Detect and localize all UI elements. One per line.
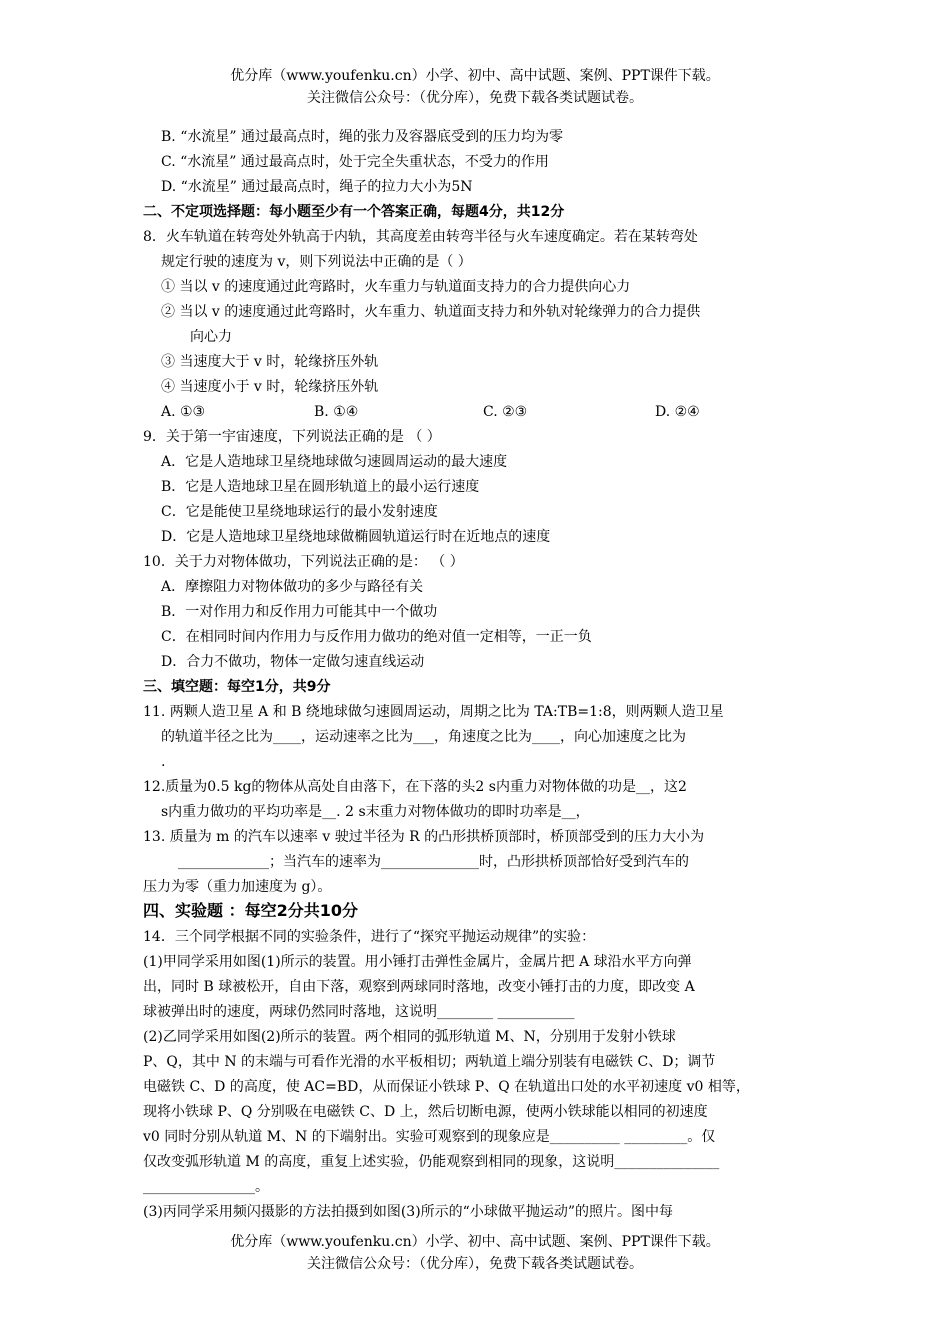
q13-line-1: 13. 质量为 m 的汽车以速率 v 驶过半径为 R 的凸形拱桥顶部时，桥顶部受到的压力大小为 bbox=[143, 829, 705, 845]
q14-line-12: (3)丙同学采用频闪摄影的方法拍摄到如图(3)所示的“小球做平抛运动”的照片。图中每 bbox=[143, 1204, 673, 1220]
q14-line-4: 球被弹出时的速度，两球仍然同时落地，这说明________ ___________ bbox=[143, 1004, 575, 1020]
q8-stem-1: 8．火车轨道在转弯处外轨高于内轨，其高度差由转弯半径与火车速度确定。若在某转弯处 bbox=[143, 229, 698, 245]
q14-line-9: v0 同时分别从轨道 M、N 的下端射出。实验可观察到的现象应是__________ _________。仅 bbox=[143, 1129, 716, 1145]
section-2-heading: 二、不定项选择题：每小题至少有一个答案正确，每题4分，共12分 bbox=[143, 204, 565, 220]
q10-option-c: C．在相同时间内作用力与反作用力做功的绝对值一定相等，一正一负 bbox=[161, 629, 592, 645]
q7-option-d: D. “水流星” 通过最高点时，绳子的拉力大小为5N bbox=[161, 179, 473, 195]
q8-stem-2: 规定行驶的速度为 v，则下列说法中正确的是（ ） bbox=[161, 254, 472, 270]
section-3-heading: 三、填空题：每空1分，共9分 bbox=[143, 679, 331, 695]
q7-option-c: C. “水流星” 通过最高点时，处于完全失重状态，不受力的作用 bbox=[161, 154, 549, 170]
q8-statement-2b: 向心力 bbox=[190, 329, 232, 345]
q14-line-1: 14．三个同学根据不同的实验条件，进行了“探究平抛运动规律”的实验： bbox=[143, 929, 596, 945]
q13-line-3: 压力为零（重力加速度为 g）。 bbox=[143, 879, 332, 895]
q12-line-1: 12.质量为0.5 kg的物体从高处自由落下，在下落的头2 s内重力对物体做的功是__，这2 bbox=[143, 779, 687, 795]
header-line-2: 关注微信公众号：（优分库），免费下载各类试题试卷。 bbox=[307, 90, 643, 106]
q9-option-c: C．它是能使卫星绕地球运行的最小发射速度 bbox=[161, 504, 438, 520]
q12-line-2: s内重力做功的平均功率是__. 2 s末重力对物体做功的即时功率是__， bbox=[161, 804, 590, 820]
section-4-heading: 四、实验题 ：每空2分共10分 bbox=[143, 901, 358, 920]
header-line-1: 优分库（www.youfenku.cn）小学、初中、高中试题、案例、PPT课件下载。 bbox=[230, 68, 720, 84]
q9-stem: 9．关于第一宇宙速度，下列说法正确的是 （ ） bbox=[143, 429, 441, 445]
q9-option-a: A．它是人造地球卫星绕地球做匀速圆周运动的最大速度 bbox=[161, 454, 508, 470]
q8-option-d: D. ②④ bbox=[655, 404, 700, 420]
q8-statement-2a: ② 当以 v 的速度通过此弯路时，火车重力、轨道面支持力和外轨对轮缘弹力的合力提供 bbox=[161, 304, 701, 320]
q8-statement-4: ④ 当速度小于 v 时，轮缘挤压外轨 bbox=[161, 379, 379, 395]
q8-statement-3: ③ 当速度大于 v 时，轮缘挤压外轨 bbox=[161, 354, 379, 370]
q14-line-2: (1)甲同学采用如图(1)所示的装置。用小锤打击弹性金属片，金属片把 A 球沿水平方向弹 bbox=[143, 954, 692, 970]
q11-line-1: 11. 两颗人造卫星 A 和 B 绕地球做匀速圆周运动，周期之比为 TA:TB=1:8，则两颗人造卫星 bbox=[143, 704, 724, 720]
q14-line-5: (2)乙同学采用如图(2)所示的装置。两个相同的弧形轨道 M、N，分别用于发射小铁球 bbox=[143, 1029, 676, 1045]
q11-line-2: 的轨道半径之比为____，运动速率之比为___，角速度之比为____，向心加速度之比为 bbox=[161, 729, 686, 745]
q14-line-10: 仅改变弧形轨道 M 的高度，重复上述实验，仍能观察到相同的现象，这说明_______________ bbox=[143, 1154, 720, 1170]
q14-line-3: 出，同时 B 球被松开，自由下落，观察到两球同时落地，改变小锤打击的力度，即改变 A bbox=[143, 979, 695, 995]
q10-option-d: D．合力不做功，物体一定做匀速直线运动 bbox=[161, 654, 425, 670]
q9-option-d: D．它是人造地球卫星绕地球做椭圆轨道运行时在近地点的速度 bbox=[161, 529, 551, 545]
q14-line-7: 电磁铁 C、D 的高度，使 AC=BD，从而保证小铁球 P、Q 在轨道出口处的水平初速度 v0 相等， bbox=[143, 1079, 750, 1095]
footer-line-2: 关注微信公众号：（优分库），免费下载各类试题试卷。 bbox=[307, 1256, 643, 1272]
q8-statement-1: ① 当以 v 的速度通过此弯路时，火车重力与轨道面支持力的合力提供向心力 bbox=[161, 279, 631, 295]
q14-line-11: ________________。 bbox=[143, 1179, 269, 1195]
q9-option-b: B．它是人造地球卫星在圆形轨道上的最小运行速度 bbox=[161, 479, 480, 495]
q10-option-a: A．摩擦阻力对物体做功的多少与路径有关 bbox=[161, 579, 424, 595]
q8-option-b: B. ①④ bbox=[314, 404, 359, 420]
q14-line-6: P、Q，其中 N 的末端与可看作光滑的水平板相切；两轨道上端分别装有电磁铁 C、D；调节 bbox=[143, 1054, 716, 1070]
q13-line-2: _____________；当汽车的速率为______________时，凸形拱桥顶部恰好受到汽车的 bbox=[178, 854, 689, 870]
q8-option-a: A. ①③ bbox=[161, 404, 206, 420]
q7-option-b: B. “水流星” 通过最高点时，绳的张力及容器底受到的压力均为零 bbox=[161, 129, 563, 145]
q10-stem: 10．关于力对物体做功，下列说法正确的是： （ ） bbox=[143, 554, 464, 570]
q8-option-c: C. ②③ bbox=[483, 404, 528, 420]
q11-line-3: . bbox=[161, 754, 166, 770]
q14-line-8: 现将小铁球 P、Q 分别吸在电磁铁 C、D 上，然后切断电源，使两小铁球能以相同的初速度 bbox=[143, 1104, 708, 1120]
footer-line-1: 优分库（www.youfenku.cn）小学、初中、高中试题、案例、PPT课件下载。 bbox=[230, 1234, 720, 1250]
q10-option-b: B．一对作用力和反作用力可能其中一个做功 bbox=[161, 604, 438, 620]
